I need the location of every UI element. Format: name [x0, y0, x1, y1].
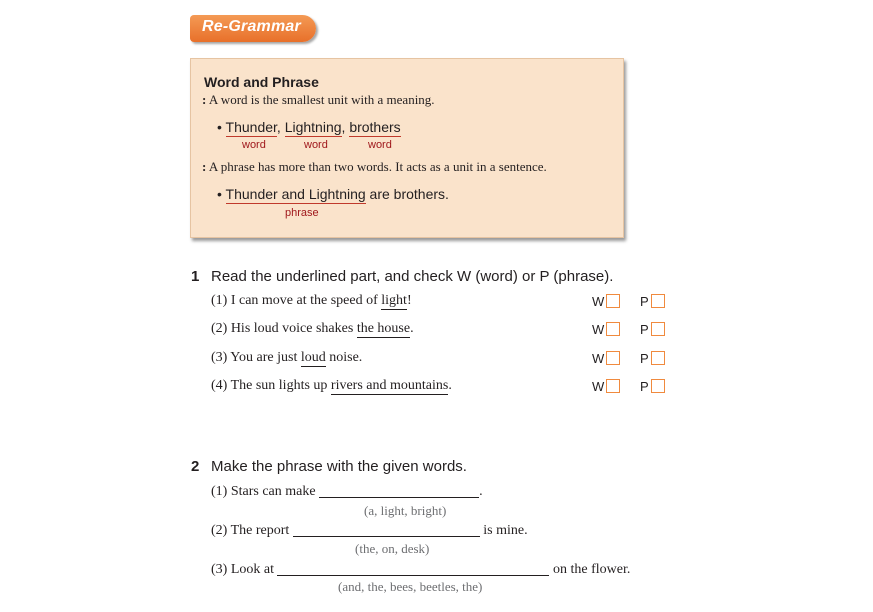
item-text: . — [479, 484, 483, 499]
w-label: W — [592, 351, 605, 366]
hint-words: (a, light, bright) — [364, 503, 447, 518]
item-text: (3) Look at — [211, 562, 278, 577]
checkbox-square[interactable] — [651, 379, 665, 393]
w-label: W — [592, 294, 605, 309]
section-tag — [190, 15, 316, 42]
example-phrase-rest: are brothers. — [365, 186, 449, 202]
item-text: (4) The sun lights up — [211, 378, 331, 393]
checkbox-p-4[interactable] — [640, 379, 665, 394]
checkbox-p-1[interactable] — [640, 294, 665, 309]
item-text: on the flower. — [549, 562, 631, 577]
underlined-part: rivers and mountains — [330, 378, 449, 393]
example-phrase — [217, 186, 449, 202]
item-text: . — [410, 321, 414, 336]
bullet: • — [217, 186, 222, 202]
checkbox-square[interactable] — [606, 294, 620, 308]
word-label: word — [368, 139, 392, 151]
example-word-thunder: Thunder — [225, 119, 277, 135]
grammar-box — [190, 58, 624, 238]
definition-word — [202, 92, 435, 108]
phrase-label: phrase — [285, 207, 319, 219]
checkbox-square[interactable] — [606, 379, 620, 393]
section-tag-label: Re-Grammar — [202, 18, 301, 35]
p-label: P — [640, 351, 649, 366]
question-1-number: 1 — [191, 268, 200, 285]
item-text: is mine. — [479, 523, 528, 538]
checkbox-w-3[interactable] — [592, 351, 620, 366]
checkbox-square[interactable] — [651, 322, 665, 336]
word-label: word — [304, 139, 328, 151]
example-phrase-underlined: Thunder and Lightning — [225, 186, 366, 202]
question-2-number: 2 — [191, 458, 200, 475]
p-label: P — [640, 379, 649, 394]
q2-item-1 — [211, 483, 483, 500]
definition-colon: : — [202, 159, 207, 174]
underlined-part: loud — [300, 350, 326, 365]
word-label: word — [242, 139, 266, 151]
checkbox-p-3[interactable] — [640, 351, 665, 366]
separator: , — [276, 119, 281, 135]
answer-blank[interactable] — [319, 483, 479, 498]
example-word-brothers: brothers — [349, 119, 401, 135]
checkbox-square[interactable] — [651, 294, 665, 308]
answer-blank[interactable] — [277, 561, 549, 576]
checkbox-square[interactable] — [606, 351, 620, 365]
definition-phrase — [202, 159, 547, 175]
checkbox-square[interactable] — [651, 351, 665, 365]
example-words — [217, 119, 401, 135]
question-1-title: Read the underlined part, and check W (word) or P (phrase). — [211, 268, 614, 285]
w-label: W — [592, 322, 605, 337]
q1-item-2 — [211, 321, 414, 337]
checkbox-w-2[interactable] — [592, 322, 620, 337]
checkbox-w-1[interactable] — [592, 294, 620, 309]
definition-phrase-text: A phrase has more than two words. It acts as a unit in a sentence. — [208, 159, 547, 174]
q1-item-4 — [211, 378, 452, 394]
question-2-title: Make the phrase with the given words. — [211, 458, 467, 475]
q1-item-1 — [211, 293, 412, 309]
definition-colon: : — [202, 92, 207, 107]
checkbox-p-2[interactable] — [640, 322, 665, 337]
underlined-part: the house — [356, 321, 411, 336]
item-text: ! — [406, 293, 412, 308]
bullet: • — [217, 119, 222, 135]
hint-words: (the, on, desk) — [355, 541, 430, 556]
example-word-lightning: Lightning — [284, 119, 342, 135]
underlined-part: light — [381, 293, 407, 308]
hint-words: (and, the, bees, beetles, the) — [338, 579, 483, 594]
p-label: P — [640, 294, 649, 309]
separator: , — [341, 119, 346, 135]
w-label: W — [592, 379, 605, 394]
item-text: (1) Stars can make — [211, 484, 320, 499]
definition-word-text: A word is the smallest unit with a meaning. — [208, 92, 435, 107]
checkbox-square[interactable] — [606, 322, 620, 336]
q2-item-2 — [211, 522, 528, 539]
item-text: (3) You are just — [211, 350, 301, 365]
item-text: noise. — [325, 350, 363, 365]
grammar-title: Word and Phrase — [204, 74, 319, 90]
q1-item-3 — [211, 350, 362, 366]
checkbox-w-4[interactable] — [592, 379, 620, 394]
item-text: . — [448, 378, 452, 393]
answer-blank[interactable] — [293, 522, 480, 537]
p-label: P — [640, 322, 649, 337]
q2-item-3 — [211, 561, 630, 578]
item-text: (2) The report — [211, 523, 293, 538]
item-text: (2) His loud voice shakes — [211, 321, 357, 336]
item-text: (1) I can move at the speed of — [211, 293, 382, 308]
